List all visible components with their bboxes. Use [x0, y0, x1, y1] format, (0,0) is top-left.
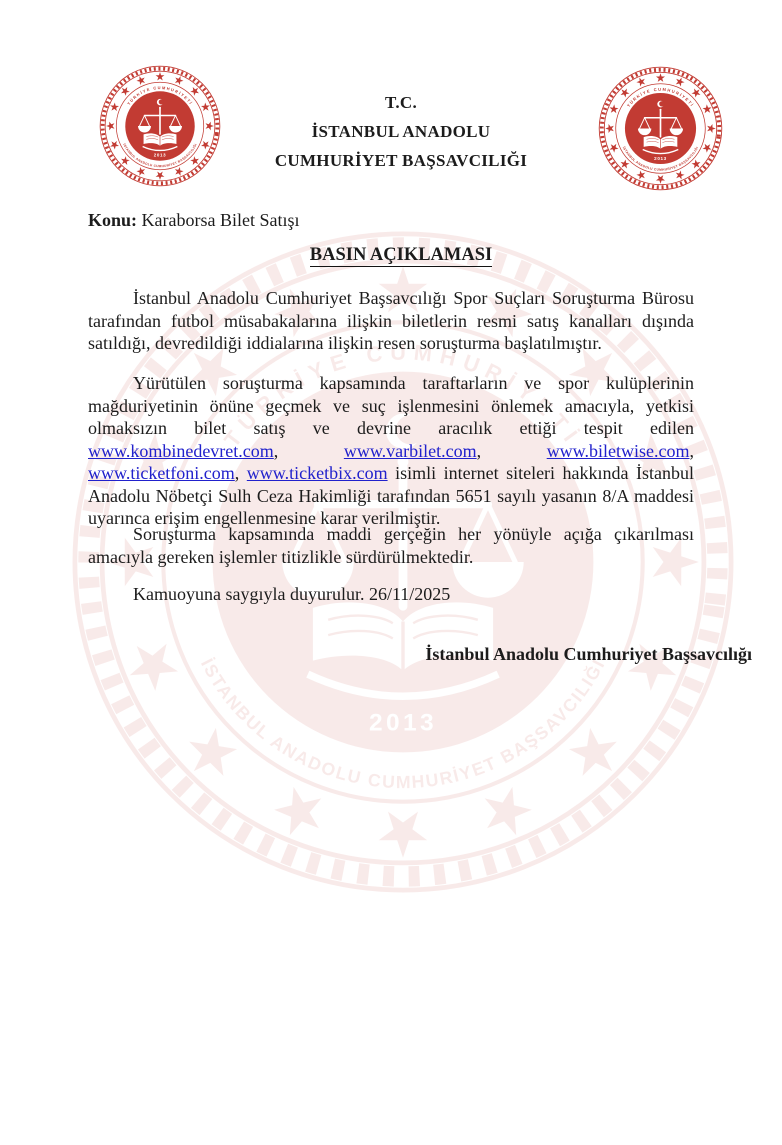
left-coat-of-arms-seal — [98, 64, 222, 188]
blocked-site-link[interactable]: www.ticketfoni.com — [88, 463, 235, 483]
signature-office: İstanbul Anadolu Cumhuriyet Başsavcılığı — [425, 644, 752, 664]
press-paragraph-2: Yürütülen soruşturma kapsamında taraftarların ve spor kulüplerinin mağduriyetinin önüne geçmek ve suç işlenmesini önlemek amacıyla, yetkisi olmaksızın bilet satış ve devrine aracılık ettiği tespit edilen www.kombinedevret.com, www.varbilet.com, www.biletwise.com, www.ticketfoni.com, www.ticketbix.com isimli internet siteleri hakkında İstanbul Anadolu Nöbetçi Sulh Ceza Hakimliği tarafından 5651 sayılı yasanın 8/A maddesi uyarınca erişim engellenmesine karar verilmiştir. — [88, 373, 695, 528]
press-paragraph-1: İstanbul Anadolu Cumhuriyet Başsavcılığı Spor Suçları Soruşturma Bürosu tarafından futbol müsabakalarına ilişkin biletlerin resmi satış kanalları dışında satıldığı, devredildiği iddialarına ilişkin resen soruşturma başlatılmıştır. — [88, 288, 694, 353]
blocked-site-link[interactable]: www.biletwise.com — [546, 440, 690, 461]
blocked-site-link[interactable]: www.varbilet.com — [343, 440, 477, 461]
subject-line — [88, 210, 694, 231]
subject-label: Konu: — [88, 210, 138, 230]
letterhead-office: CUMHURİYET BAŞSAVCILIĞI — [274, 151, 528, 170]
letterhead-city: İSTANBUL ANADOLU — [311, 122, 491, 141]
blocked-site-link[interactable]: www.kombinedevret.com — [88, 440, 274, 461]
subject-value: Karaborsa Bilet Satışı — [141, 210, 300, 230]
blocked-site-link[interactable]: www.ticketbix.com — [246, 463, 388, 483]
right-coat-of-arms-seal — [597, 65, 724, 192]
press-paragraph-3: Soruşturma kapsamında maddi gerçeğin her yönüyle açığa çıkarılması amacıyla gereken işlemler titizlikle sürdürülmektedir. — [88, 524, 694, 567]
closing-line: Kamuoyuna saygıyla duyurulur. 26/11/2025 — [133, 584, 451, 604]
press-release-title: BASIN AÇIKLAMASI — [309, 245, 493, 265]
letterhead-tc: T.C. — [384, 93, 418, 112]
